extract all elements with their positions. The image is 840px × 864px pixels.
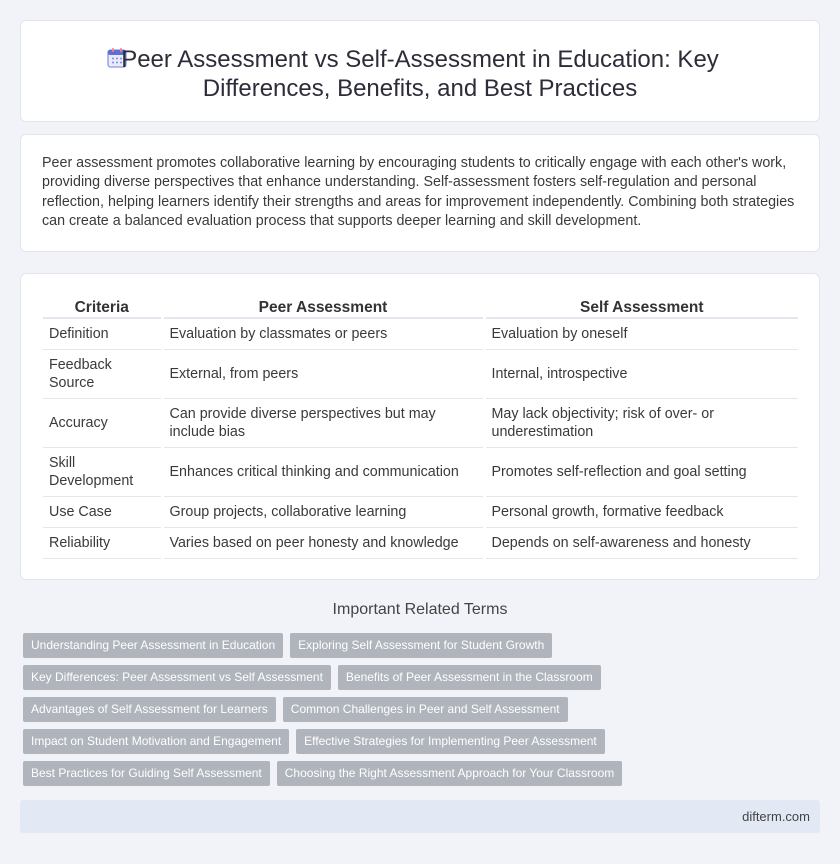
tag-row [23, 665, 813, 690]
intro-card [20, 134, 820, 252]
criteria-cell: Use Case [43, 496, 162, 527]
related-terms-list [23, 633, 813, 793]
tag-row [23, 633, 813, 658]
table-row [43, 398, 798, 447]
related-term-tag[interactable]: Effective Strategies for Implementing Peer Assessment [296, 729, 605, 754]
criteria-cell: Accuracy [43, 398, 162, 447]
intro-paragraph: Peer assessment promotes collaborative learning by encouraging students to critically engage with each other's work, providing diverse perspectives that enhance understanding. Self-assessment fosters self-regulation and personal reflection, helping learners identify their strengths and areas for improvement independently. Combining both strategies can create a balanced evaluation process that supports deeper learning and skill development. [42, 155, 795, 229]
peer-cell: External, from peers [162, 349, 484, 398]
related-term-tag[interactable]: Best Practices for Guiding Self Assessment [23, 761, 270, 786]
footer [20, 800, 820, 833]
table-row [43, 496, 798, 527]
related-term-tag[interactable]: Key Differences: Peer Assessment vs Self Assessment [23, 665, 331, 690]
criteria-cell: Skill Development [43, 447, 162, 496]
table-row [43, 349, 798, 398]
tag-row [23, 761, 813, 786]
self-cell: May lack objectivity; risk of over- or underestimation [484, 398, 798, 447]
self-cell: Evaluation by oneself [484, 318, 798, 349]
comparison-table-card [20, 273, 820, 580]
related-term-tag[interactable]: Choosing the Right Assessment Approach for Your Classroom [277, 761, 623, 786]
page-title: Peer Assessment vs Self-Assessment in Education: Key Differences, Benefits, and Best Practices [121, 46, 719, 102]
table-row [43, 447, 798, 496]
criteria-cell: Feedback Source [43, 349, 162, 398]
related-term-tag[interactable]: Advantages of Self Assessment for Learners [23, 697, 276, 722]
table-row [43, 527, 798, 558]
related-term-tag[interactable]: Benefits of Peer Assessment in the Classroom [338, 665, 601, 690]
table-header-row [43, 296, 798, 318]
self-cell: Personal growth, formative feedback [484, 496, 798, 527]
self-cell: Promotes self-reflection and goal setting [484, 447, 798, 496]
self-cell: Internal, introspective [484, 349, 798, 398]
related-term-tag[interactable]: Impact on Student Motivation and Engagement [23, 729, 289, 754]
peer-cell: Group projects, collaborative learning [162, 496, 484, 527]
site-link[interactable]: difterm.com [742, 809, 810, 824]
header-peer-assessment: Peer Assessment [162, 296, 484, 318]
related-term-tag[interactable]: Common Challenges in Peer and Self Assessment [283, 697, 568, 722]
comparison-table [43, 296, 798, 559]
title-card [20, 20, 820, 122]
related-term-tag[interactable]: Exploring Self Assessment for Student Growth [290, 633, 552, 658]
related-terms-title: Important Related Terms [332, 601, 508, 618]
tag-row [23, 697, 813, 722]
tag-row [23, 729, 813, 754]
peer-cell: Enhances critical thinking and communication [162, 447, 484, 496]
criteria-cell: Definition [43, 318, 162, 349]
peer-cell: Evaluation by classmates or peers [162, 318, 484, 349]
self-cell: Depends on self-awareness and honesty [484, 527, 798, 558]
header-self-assessment: Self Assessment [484, 296, 798, 318]
header-criteria: Criteria [43, 296, 162, 318]
related-term-tag[interactable]: Understanding Peer Assessment in Education [23, 633, 283, 658]
table-row [43, 318, 798, 349]
peer-cell: Varies based on peer honesty and knowledge [162, 527, 484, 558]
criteria-cell: Reliability [43, 527, 162, 558]
peer-cell: Can provide diverse perspectives but may include bias [162, 398, 484, 447]
